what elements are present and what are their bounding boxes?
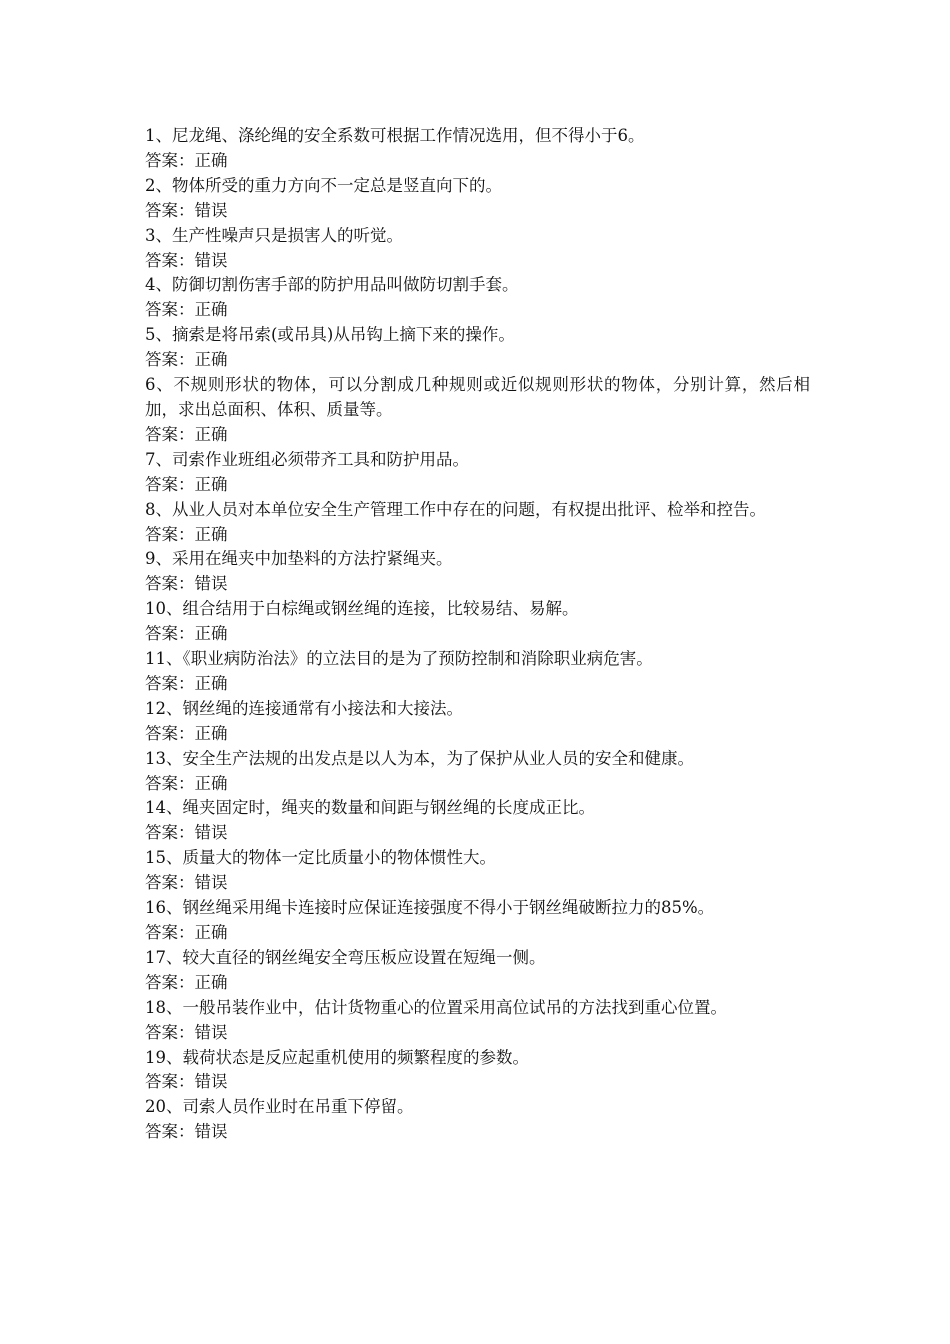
answer-11: 答案：正确 <box>145 673 228 693</box>
answer-13: 答案：正确 <box>145 773 228 793</box>
question-16: 16、钢丝绳采用绳卡连接时应保证连接强度不得小于钢丝绳破断拉力的85%。 <box>145 898 715 918</box>
question-6: 6、不规则形状的物体，可以分割成几种规则或近似规则形状的物体，分别计算，然后相加，求出总面积、体积、质量等。 <box>145 375 810 419</box>
question-2: 2、物体所受的重力方向不一定总是竖直向下的。 <box>145 175 502 195</box>
answer-3: 答案：错误 <box>145 250 228 270</box>
answer-4: 答案：正确 <box>145 300 228 320</box>
question-12: 12、钢丝绳的连接通常有小接法和大接法。 <box>145 698 463 718</box>
answer-7: 答案：正确 <box>145 474 228 494</box>
answer-8: 答案：正确 <box>145 524 228 544</box>
answer-17: 答案：正确 <box>145 972 228 992</box>
question-20: 20、司索人员作业时在吊重下停留。 <box>145 1097 414 1117</box>
answer-9: 答案：错误 <box>145 574 228 594</box>
document-page <box>145 124 810 1145</box>
answer-16: 答案：正确 <box>145 923 228 942</box>
answer-18: 答案：错误 <box>145 1022 228 1042</box>
answer-12: 答案：正确 <box>145 723 228 743</box>
question-18: 18、一般吊装作业中，估计货物重心的位置采用高位试吊的方法找到重心位置。 <box>145 997 727 1017</box>
question-5: 5、摘索是将吊索(或吊具)从吊钩上摘下来的操作。 <box>145 325 515 345</box>
answer-10: 答案：正确 <box>145 624 228 644</box>
answer-6: 答案：正确 <box>145 424 228 444</box>
question-4: 4、防御切割伤害手部的防护用品叫做防切割手套。 <box>145 275 519 295</box>
answer-15: 答案：错误 <box>145 873 228 893</box>
question-3: 3、生产性噪声只是损害人的听觉。 <box>145 225 403 245</box>
answer-5: 答案：正确 <box>145 350 228 370</box>
question-14: 14、绳夹固定时，绳夹的数量和间距与钢丝绳的长度成正比。 <box>145 798 595 818</box>
question-19: 19、载荷状态是反应起重机使用的频繁程度的参数。 <box>145 1047 529 1067</box>
question-13: 13、安全生产法规的出发点是以人为本，为了保护从业人员的安全和健康。 <box>145 748 694 768</box>
question-10: 10、组合结用于白棕绳或钢丝绳的连接，比较易结、易解。 <box>145 599 579 619</box>
answer-19: 答案：错误 <box>145 1072 228 1092</box>
answer-14: 答案：错误 <box>145 823 228 843</box>
answer-20: 答案：错误 <box>145 1122 228 1142</box>
question-9: 9、采用在绳夹中加垫料的方法拧紧绳夹。 <box>145 549 453 569</box>
question-7: 7、司索作业班组必须带齐工具和防护用品。 <box>145 449 469 469</box>
question-1: 1、尼龙绳、涤纶绳的安全系数可根据工作情况选用，但不得小于6。 <box>145 126 645 145</box>
answer-2: 答案：错误 <box>145 200 228 220</box>
question-15: 15、质量大的物体一定比质量小的物体惯性大。 <box>145 848 496 868</box>
answer-1: 答案：正确 <box>145 150 228 170</box>
question-11: 11、《职业病防治法》的立法目的是为了预防控制和消除职业病危害。 <box>145 649 653 669</box>
question-17: 17、较大直径的钢丝绳安全弯压板应设置在短绳一侧。 <box>145 947 546 967</box>
question-8: 8、从业人员对本单位安全生产管理工作中存在的问题，有权提出批评、检举和控告。 <box>145 499 766 519</box>
